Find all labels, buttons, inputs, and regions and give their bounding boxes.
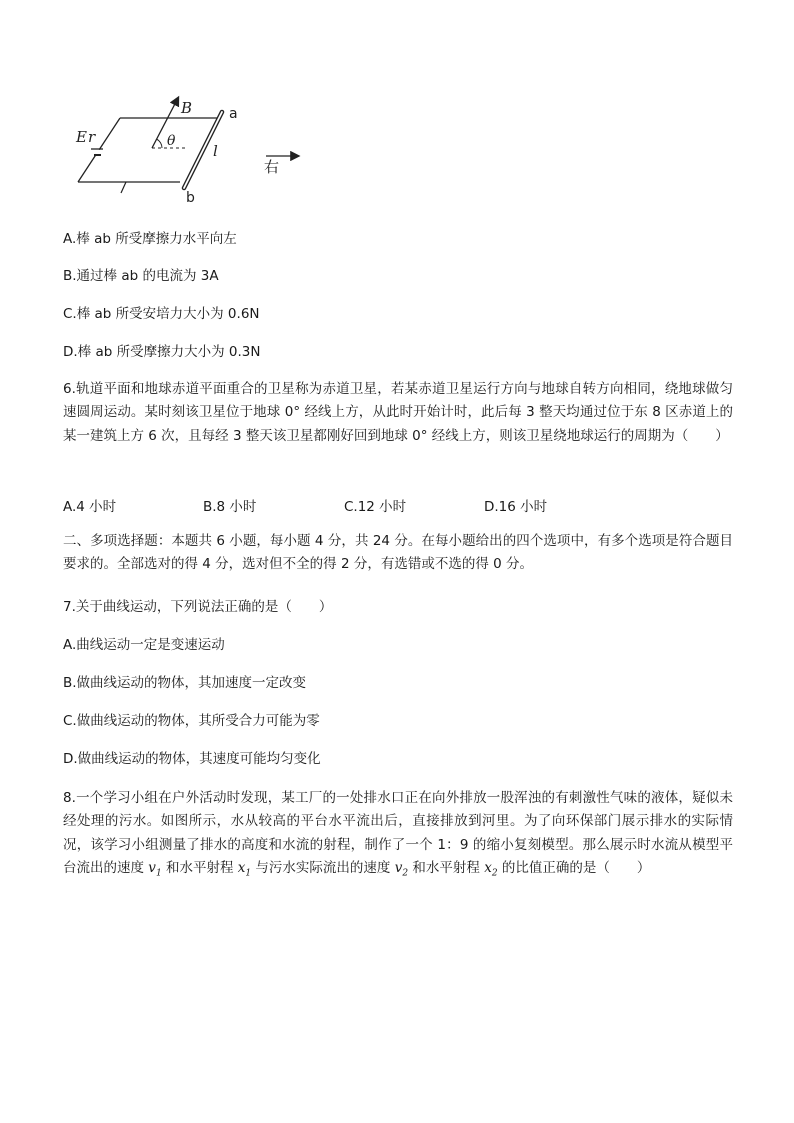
q7-option-b: B.做曲线运动的物体，其加速度一定改变 — [63, 675, 307, 691]
q8-text-3: 与污水实际流出的速度 — [251, 860, 395, 877]
q6-option-b: B.8 小时 — [203, 499, 257, 515]
q5-option-a: A.棒 ab 所受摩擦力水平向左 — [63, 231, 237, 247]
q8-text-2: 和水平射程 — [161, 860, 238, 877]
section-2-heading: 二、多项选择题：本题共 6 小题，每小题 4 分，共 24 分。在每小题给出的四个选项中，有多个选项是符合题目要求的。全部选对的得 4 分，选对但不全的得 2 分，有选错或不选的得 0 分。 — [63, 533, 733, 573]
q7-option-a: A.曲线运动一定是变速运动 — [63, 637, 225, 653]
label-a: a — [229, 106, 238, 122]
label-right: 右 — [264, 158, 280, 176]
label-b: b — [186, 190, 195, 206]
q8-text-1: 8.一个学习小组在户外活动时发现，某工厂的一处排水口正在向外排放一股浑浊的有刺激性气味的液体，疑似未经处理的污水。如图所示，水从较高的平台水平流出后，直接排放到河里。为了向环保部门展示排水的实际情况，该学习小组测量了排水的高度和水流的射程，制作了一个 1：9 的缩小复刻模型。那么展示时水流从模型平台流出的速度 — [63, 790, 733, 877]
q8-text-5: 的比值正确的是（ ） — [497, 860, 651, 877]
q8-stem — [63, 787, 733, 886]
label-E: E — [76, 128, 87, 146]
q5-option-c: C.棒 ab 所受安培力大小为 0.6N — [63, 306, 260, 322]
bottom-rail-tick — [121, 182, 126, 193]
q6-options — [63, 495, 623, 513]
q7-option-d: D.做曲线运动的物体，其速度可能均匀变化 — [63, 751, 321, 767]
q7-stem: 7.关于曲线运动，下列说法正确的是（ ） — [63, 599, 333, 615]
battery-symbol — [91, 149, 103, 155]
q6-option-d: D.16 小时 — [484, 499, 548, 515]
angle-arc — [157, 139, 163, 148]
var-x2: $x_2$ — [484, 860, 498, 879]
label-r: r — [88, 128, 96, 146]
q5-option-d: D.棒 ab 所受摩擦力大小为 0.3N — [63, 344, 261, 360]
q6-option-a: A.4 小时 — [63, 499, 117, 515]
q8-text-4: 和水平射程 — [408, 860, 485, 877]
q5-option-b: B.通过棒 ab 的电流为 3A — [63, 268, 219, 284]
q6-stem: 6.轨道平面和地球赤道平面重合的卫星称为赤道卫星，若某赤道卫星运行方向与地球自转方向相同，绕地球做匀速圆周运动。某时刻该卫星位于地球 0° 经线上方，从此时开始计时，此后每 3 整天均通过位于东 8 区赤道上的某一建筑上方 6 次，且每经 3 整天该卫星都刚好回到地球 0° 经线上方，则该卫星绕地球运行的周期为（ ） — [63, 381, 733, 444]
label-B: B — [181, 99, 193, 117]
label-l: l — [213, 142, 218, 160]
var-v2: $v_2$ — [394, 860, 409, 879]
var-x1: $x_1$ — [237, 860, 252, 879]
circuit-diagram — [72, 92, 302, 212]
label-theta: θ — [167, 133, 176, 149]
var-v1: $v_1$ — [148, 860, 162, 879]
q7-option-c: C.做曲线运动的物体，其所受合力可能为零 — [63, 713, 320, 729]
q6-option-c: C.12 小时 — [344, 499, 407, 515]
